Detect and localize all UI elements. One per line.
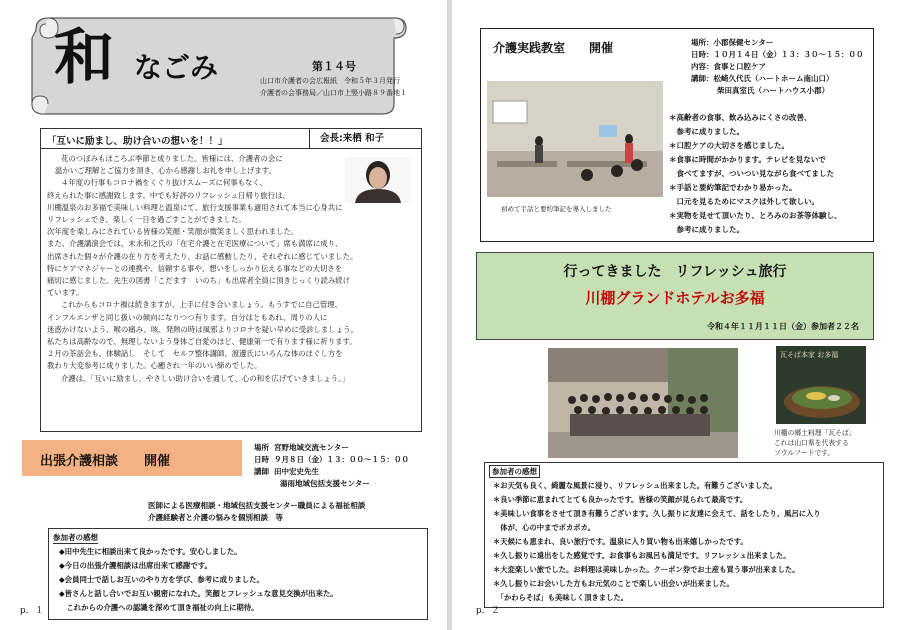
- page-number-1: p．１: [20, 606, 44, 616]
- feedback-item: ◆今日の出張介護相談は出席出来て感謝です。: [59, 561, 212, 570]
- greeting-line: リフレッシュでき、楽しく一日を過ごすことができました。: [47, 215, 246, 225]
- comment-line: ＊実物を見せて頂いたり、とろみのお茶等体験し、: [669, 211, 842, 220]
- consult-details: [254, 442, 409, 490]
- food-photo: [776, 346, 866, 424]
- greeting-line: 痛切に感じました。先生の図書「こだます いのち」も出席者全員に頂きじっくり読み続け: [47, 276, 351, 286]
- practice-place: 場所：小郡保健センター: [691, 38, 774, 47]
- trip-feedback-item: ＊お天気も良く、綺麗な風景に浸り、リフレッシュ出来ました。有難うございました。: [493, 481, 777, 490]
- consult-heading: 出張介護相談 開催: [40, 454, 171, 469]
- greeting-line: 迷惑かけないよう、喉の痛み、咳、発熱の時は風邪よりコロナを疑い早めに受診しましょう。: [47, 324, 358, 334]
- office-line: 介護者の会事務局／山口市上竪小路８９番地１: [260, 89, 407, 97]
- practice-photo: [487, 81, 663, 197]
- trip-feedback-item: ＊久し振りにお会いした方もお元気のことで楽しい出会いが出来ました。: [493, 579, 734, 588]
- feedback-item: ◆田中先生に相談出来て良かったです。安心しました。: [59, 547, 242, 556]
- feedback-item: ◆会員同士で話しお互いのやり方を学び、参考に成りました。: [59, 575, 264, 584]
- comment-line: ＊口腔ケアの大切さを感じました。: [669, 141, 789, 150]
- greeting-header: [40, 128, 422, 148]
- practice-comments: [669, 111, 842, 237]
- greeting-author: 会長:来栖 和子: [309, 129, 384, 149]
- consult-desc-line: 医師による医療相談・地域包括支援センター職員による福祉相談: [148, 501, 366, 510]
- publisher-line: 山口市介護者の会広報紙 令和５年３月発行: [260, 77, 400, 85]
- practice-lecturer2: 柴田真室氏（ハートハウス小郡）: [717, 86, 830, 95]
- trip-feedback-item: 体が、心の中までポカポカ。: [493, 523, 595, 532]
- trip-heading: 行ってきました リフレッシュ旅行: [563, 264, 787, 280]
- greeting-line: 川棚温泉のお多福で美味しい料理と温泉にて、旅行支援事業も適用されて本当に心身共に: [47, 202, 343, 212]
- greeting-line: インフルエンザと同じ扱いの傾向になりつつ有ります。自分はともあれ、周りの人に: [47, 312, 328, 322]
- trip-feedback-heading: 参加者の感想: [489, 465, 540, 478]
- practice-class-box: [480, 28, 874, 242]
- comment-line: ＊食事に時間がかかります。テレビを見ないで: [669, 155, 826, 164]
- practice-photo-caption: 初めて手話と要約筆記を導入しました: [501, 205, 612, 213]
- trip-date: 令和４年１１月１１日（金）参加者２２名: [707, 322, 859, 331]
- consult-desc-line: 介護経験者と介護の悩みを個別相談 等: [148, 513, 283, 522]
- food-caption: [774, 428, 856, 458]
- comment-line: 参考に成りました。: [669, 225, 744, 234]
- greeting-heading: 「互いに励まし、助け合いの想いを！！」: [47, 136, 228, 147]
- trip-feedback-list: [493, 479, 821, 605]
- food-caption-line: 川棚の郷土料理「瓦そば」: [774, 429, 856, 437]
- place-label: 場所: [254, 443, 269, 452]
- greeting-line: 終えられた事に感謝致します。中でも好評のリフレッシュ日帰り旅行は、: [47, 190, 290, 200]
- comment-line: ＊高齢者の食事、飲み込みにくさの改善、: [669, 113, 812, 122]
- trip-feedback-item: ＊大変楽しい旅でした。お料理は美味しかった。クーポン券でお土産も買う事が出来ました。: [493, 565, 800, 574]
- greeting-line: 出席された個々が介護の在り方を考えたり、お話に感動したり、それぞれに感じていました。: [47, 251, 358, 261]
- page-2: [452, 0, 898, 630]
- trip-feedback-item: ＊天候にも恵まれ、良い旅行です。温泉に入り買い物も出来嬉しかったです。: [493, 537, 748, 546]
- practice-content: 内容：食事と口腔ケア: [691, 62, 766, 71]
- trip-hotel-name: 川棚グランドホテルお多福: [585, 289, 765, 307]
- trip-feedback-item: ＊良い季節に恵まれてとても良かったです。皆様の笑顔が見られて最高です。: [493, 495, 748, 504]
- food-sign: 瓦そば本家 お多福: [780, 351, 839, 359]
- consult-feedback-heading: 参加者の感想: [53, 533, 98, 542]
- feedback-item: これからの介護への認識を深めて頂き福祉の向上に期待。: [59, 603, 259, 612]
- greeting-line: また、介護講演会では、末永和之氏の「在宅介護と在宅医療について」席も満席に成り、: [47, 239, 343, 249]
- consult-place: 宮野地域交流センター: [274, 443, 349, 452]
- greeting-text: [47, 153, 358, 385]
- consult-feedback-box: [48, 528, 428, 620]
- consult-lecturer-org: 湯雨地域包括支援センター: [280, 479, 370, 488]
- greeting-line: 介護は、「互いに励まし、やさしい助け合いを通して、心の和を広げていきましょう。」: [61, 373, 350, 383]
- greeting-line: 特にケアマネジャーとの連携や、信頼する事や、想いをしっかり伝える事などの大切さを: [47, 263, 343, 273]
- greeting-line: ています。: [47, 288, 84, 298]
- comment-line: 参考に成りました。: [669, 127, 744, 136]
- consult-lecturer: 田中宏史先生: [274, 467, 319, 476]
- issue-number: 第１４号: [312, 60, 356, 73]
- greeting-line: 教わり大変参考に成りました。心癒され一年のいい締めでした。: [47, 361, 262, 371]
- feedback-item: ◆皆さんと話し合いでお互い親密になれた。笑顔とフレッシュな意見交換が出来た。: [59, 589, 338, 598]
- trip-feedback-item: ＊久し振りに遠出をした感覚です。お食事もお風呂も満足です。リフレッシュ出来ました。: [493, 551, 791, 560]
- practice-lecturer1: 講師：松崎久代氏（ハートホーム南山口）: [691, 74, 834, 83]
- greeting-line: ４年度の行事もコロナ禍をくぐり抜けスムーズに何事もなく、: [61, 178, 268, 188]
- consult-banner: [22, 440, 242, 476]
- greeting-line: 次年度を楽しみにされている皆様の笑顔・笑顔が微笑ましく思われました。: [47, 227, 299, 237]
- food-caption-line: ソウルフードです。: [774, 449, 835, 457]
- greeting-line: 温かいご理解とご協力を頂き、心から感謝しお礼を申し上げます。: [55, 166, 276, 176]
- practice-details: [691, 37, 864, 97]
- masthead: [22, 8, 414, 116]
- greeting-line: 私たちは高齢なので、無理しないよう身体ご自愛のほど、健康第一で有ります様に祈ります。: [47, 337, 357, 347]
- masthead-title-kana: なごみ: [134, 51, 219, 84]
- trip-feedback-item: 「かわらそば」も美味しく頂きました。: [493, 593, 628, 602]
- page-1: [0, 0, 447, 630]
- practice-heading: 介護実践教室 開催: [493, 41, 614, 55]
- consult-date: ９月８日（金）１３：００～１５：００: [274, 455, 409, 464]
- lecturer-label: 講師: [254, 467, 269, 476]
- trip-feedback-box: [484, 462, 884, 608]
- trip-feedback-item: ＊美味しい食事をさせて頂き有難うございます。久し振りに友達に会えて、話をしたり、風呂に入り: [493, 509, 821, 518]
- greeting-body: [40, 148, 422, 432]
- comment-line: 食べてますが、ついつい見ながら食べてました: [669, 169, 834, 178]
- comment-line: ＊手話と要約筆記でわかり易かった。: [669, 183, 797, 192]
- page-number-2: p．２: [476, 606, 500, 616]
- greeting-line: これからもコロナ禍は続きますが、上手に付き合いましょう。もうすでに自己管理、: [61, 300, 343, 310]
- group-photo: [548, 348, 738, 458]
- masthead-title-kanji: 和: [54, 23, 114, 93]
- food-caption-line: これは山口県を代表する: [774, 439, 849, 447]
- consult-description: [148, 500, 365, 524]
- greeting-line: 花のつぼみもほころぶ季節と成りました。皆様には、介護者の会に: [61, 154, 283, 163]
- practice-date: 日時：１０月１４日（金）１３：３０～１５：００: [691, 50, 864, 59]
- comment-line: 口元を見るためにマスクは外して欲しい。: [669, 197, 819, 206]
- consult-feedback-list: [59, 545, 338, 615]
- trip-banner: [476, 252, 874, 340]
- date-label: 日時: [254, 455, 269, 464]
- greeting-line: ２月の茶話会も、体験話し そして セルフ整体講師、渡邊氏にいろんな体のほぐし方を: [47, 349, 343, 359]
